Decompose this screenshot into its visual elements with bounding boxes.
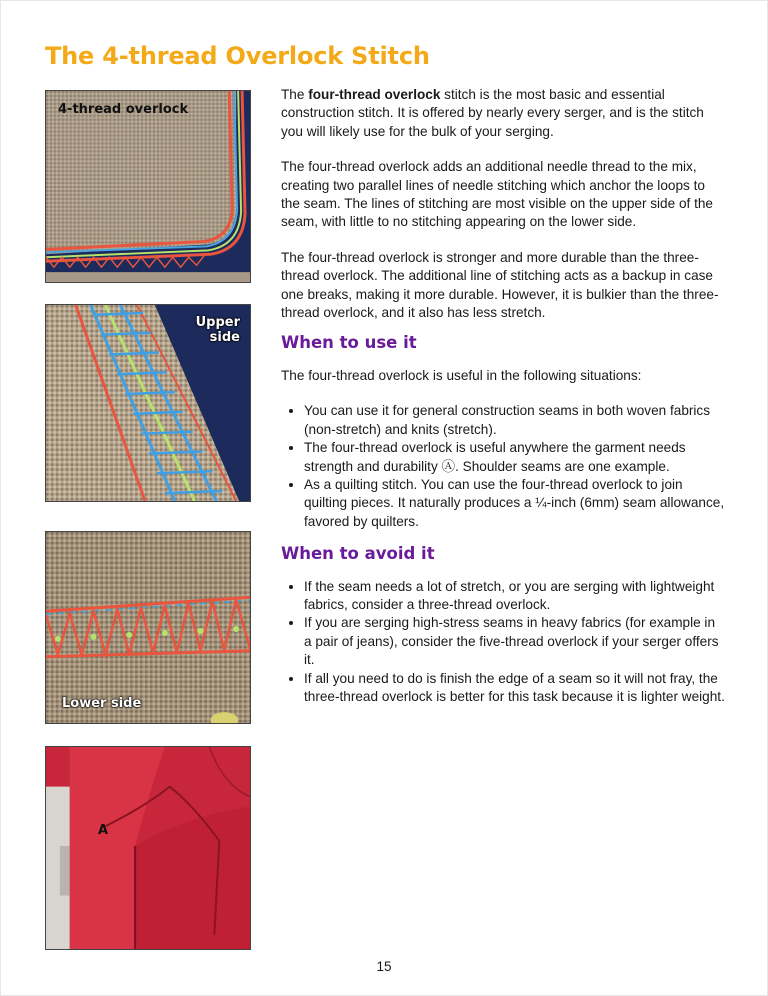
when-to-avoid-list	[281, 578, 725, 707]
heading-when-to-use: When to use it	[281, 333, 417, 353]
photo-caption-overview: 4-thread overlock	[58, 102, 189, 117]
list-item: • If all you need to do is finish the edge of a seam so it will not fray, the three-thread overlock is better for this task because it is lighter weight.	[304, 670, 725, 707]
photo-caption-upper-side: Upper side	[195, 315, 240, 345]
page-number: 15	[376, 959, 392, 974]
intro-paragraph-3: The four-thread overlock is stronger and more durable than the three-thread overlock. The additional line of stitching acts as a backup in case one breaks, making it more durable. However, it is bulkier than the three-thread overlock, and it also has less stretch.	[281, 249, 719, 321]
list-item: • If the seam needs a lot of stretch, or you are serging with lightweight fabrics, consider a three-thread overlock.	[304, 578, 725, 615]
when-to-use-lead: The four-thread overlock is useful in the following situations:	[281, 367, 642, 383]
body-text-column	[281, 86, 725, 720]
list-item: • You can use it for general construction seams in both woven fabrics (non-stretch) and knits (stretch).	[304, 402, 725, 439]
intro-paragraph-1: The four-thread overlock stitch is the most basic and essential construction stitch. It is offered by nearly every serger, and is the stitch you will likely use for the bulk of your serging.	[281, 87, 704, 139]
heading-when-to-avoid: When to avoid it	[281, 544, 435, 564]
shoulder-seam-photo-icon	[46, 747, 250, 949]
photo-overlock-overview	[45, 90, 251, 283]
photo-shoulder-seam	[45, 746, 251, 950]
lower-side-photo-icon	[46, 532, 250, 723]
term-four-thread-overlock: four-thread overlock	[308, 87, 441, 102]
list-item: • If you are serging high-stress seams in heavy fabrics (for example in a pair of jeans), consider the five-thread overlock if your serger offers it.	[304, 614, 725, 669]
when-to-use-list	[281, 402, 725, 531]
intro-paragraph-2: The four-thread overlock adds an additional needle thread to the mix, creating two parallel lines of needle stitching which anchor the loops to the seam. The lines of stitching are most visible on the upper side of the seam, with little to no stitching appearing on the lower side.	[281, 159, 713, 230]
page-title: The 4-thread Overlock Stitch	[45, 42, 430, 70]
serged-seam-photo-icon	[46, 91, 250, 282]
photo-caption-a: A	[98, 823, 109, 838]
list-item: • As a quilting stitch. You can use the four-thread overlock to join quilting pieces. It naturally produces a ¼-inch (6mm) seam allowance, favored by quilters.	[304, 476, 725, 531]
list-item: • The four-thread overlock is useful anywhere the garment needs strength and durability Ⓐ. Shoulder seams are one example.	[304, 439, 725, 476]
photo-caption-lower-side: Lower side	[62, 696, 142, 711]
